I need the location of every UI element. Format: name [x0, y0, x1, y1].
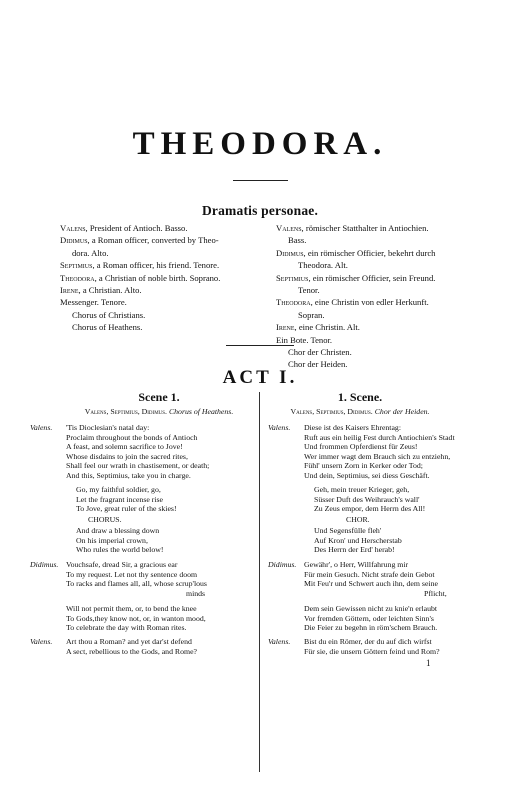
verse-line: Vouchsafe, dread Sir, a gracious ear	[66, 560, 178, 569]
verse-line: A sect, rebellious to the Gods, and Rome?	[66, 646, 198, 656]
verse-line: Art thou a Roman? and yet dar'st defend	[66, 637, 192, 646]
act-heading: ACT I.	[222, 367, 298, 388]
verse-line: To my request. Let not thy sentence doom	[66, 569, 198, 579]
scene-title-german: 1. Scene.	[337, 390, 383, 404]
cast-description: Chor der Christen.	[288, 347, 352, 358]
verse-line: To Jove, great ruler of the skies!	[76, 504, 177, 514]
cast-description: Sopran.	[298, 309, 325, 320]
cast-entry	[60, 247, 220, 259]
cast-description: Chorus of Heathens.	[72, 322, 143, 333]
cast-entry	[60, 309, 220, 321]
title-rule	[233, 180, 288, 181]
cast-description: , a Roman officer, his friend. Tenore.	[92, 260, 220, 271]
cast-name: Valens	[60, 223, 86, 233]
cast-description: Chorus of Christians.	[72, 309, 146, 320]
cast-name: Septimius	[276, 272, 309, 283]
verse-block	[314, 526, 402, 555]
cast-name: Theodora	[60, 272, 95, 283]
cast-name: Irene	[276, 322, 295, 333]
scene-persons-german	[260, 407, 460, 416]
cast-description: , eine Christin von edler Herkunft.	[310, 297, 429, 308]
verse-line: Geh, mein treuer Krieger, geh,	[314, 485, 410, 494]
cast-description: Bass.	[288, 235, 307, 246]
verse-line: Für mein Gesuch. Nicht strafe dein Gebot	[304, 569, 435, 579]
cast-description: , ein römischer Officier, sein Freund.	[308, 272, 436, 283]
verse-line: Vor fremden Göttern, oder leichten Sinn's	[304, 613, 434, 623]
cast-entry	[276, 222, 435, 234]
cast-name: Valens	[276, 223, 302, 233]
verse-line: Diese ist des Kaisers Ehrentag:	[304, 423, 402, 432]
cast-entry	[276, 234, 435, 246]
verse-line: Süsser Duft des Weihrauch's wall'	[314, 494, 420, 504]
verse-block	[304, 637, 440, 656]
cast-name: Septimius	[60, 260, 93, 271]
cast-entry	[60, 234, 220, 246]
column-divider	[259, 392, 260, 772]
verse-line: minds	[186, 588, 206, 598]
cast-description: Ein Bote. Tenor.	[276, 334, 333, 345]
cast-description: Chor der Heiden.	[288, 359, 348, 370]
verse-line: Who rules the world below!	[76, 545, 164, 555]
verse-line: And draw a blessing down	[76, 526, 160, 535]
cast-entry	[60, 296, 220, 308]
speaker-label: Valens.	[30, 423, 53, 432]
verse-line: Whose disdains to join the sacred rites,	[66, 451, 188, 461]
verse-line: To Gods,they know not, or, in wanton mood,	[66, 613, 206, 623]
cast-name: Theodora	[276, 297, 311, 308]
verse-line: Bist du ein Römer, der du auf dich wirfst	[304, 637, 432, 646]
cast-description: dora. Alto.	[72, 247, 109, 258]
cast-entry	[60, 284, 220, 296]
cast-description: , a Christian. Alto.	[78, 285, 142, 296]
scene-persons: Valens, Septimius, Didimus.	[290, 407, 373, 416]
verse-line: 'Tis Dioclesian's natal day:	[66, 423, 150, 432]
speaker-label: Didimus.	[268, 560, 297, 569]
speaker-label: Valens.	[268, 423, 291, 432]
cast-entry	[276, 334, 435, 346]
cast-description: , a Christian of noble birth. Soprano.	[94, 272, 221, 283]
verse-block	[66, 637, 197, 656]
cast-list-german	[276, 222, 435, 371]
cast-description: Messenger. Tenore.	[60, 297, 127, 308]
scene-chorus: Chor der Heiden.	[374, 407, 430, 416]
cast-entry	[60, 272, 220, 284]
verse-line: A feast, and solemn sacrifice to Jove!	[66, 442, 183, 452]
speaker-label: Valens.	[268, 637, 291, 646]
verse-block	[304, 604, 437, 633]
cast-entry	[276, 272, 435, 284]
verse-line: Für sie, die unsern Göttern feind und Rom?	[304, 646, 440, 656]
cast-entry	[60, 259, 220, 271]
verse-line: To racks and flames all, all, whose scrup'lous	[66, 579, 207, 589]
section-rule	[226, 345, 294, 346]
verse-line: Shall feel our wrath in chastisement, or death;	[66, 461, 210, 471]
verse-line: Und dein, Septimius, sei diess Geschäft.	[304, 470, 430, 480]
cast-description: , President of Antioch. Basso.	[85, 223, 188, 233]
cast-entry	[60, 321, 220, 333]
verse-line: Go, my faithful soldier, go,	[76, 485, 161, 494]
verse-line: Mit Feu'r und Schwert auch ihn, dem seine	[304, 579, 438, 589]
verse-line: Will not permit them, or, to bend the knee	[66, 604, 197, 613]
scene-persons-english	[60, 407, 258, 416]
verse-block	[66, 560, 207, 598]
verse-block	[66, 604, 206, 633]
speaker-label: Valens.	[30, 637, 53, 646]
verse-block	[304, 423, 455, 481]
cast-entry	[276, 346, 435, 358]
cast-entry	[276, 296, 435, 308]
verse-line: Let the fragrant incense rise	[76, 494, 164, 504]
page-number: 1	[426, 658, 431, 668]
verse-line: Wer immer wagt dem Brauch sich zu entziehn,	[304, 451, 451, 461]
verse-line: And this, Septimius, take you in charge.	[66, 470, 191, 480]
cast-entry	[276, 321, 435, 333]
scene-title-english: Scene 1.	[138, 390, 180, 404]
speaker-label: Didimus.	[30, 560, 59, 569]
scene-persons: Valens, Septimius, Didimus.	[84, 407, 167, 416]
verse-line: Gewähr', o Herr, Willfahrung mir	[304, 560, 409, 569]
cast-entry	[276, 247, 435, 259]
cast-entry	[276, 259, 435, 271]
verse-line: Und Segensfülle fleh'	[314, 526, 382, 535]
cast-entry	[276, 309, 435, 321]
verse-line: Auf Kron' und Herscherstab	[314, 535, 402, 545]
chorus-label: CHOR.	[346, 515, 370, 524]
verse-line: On his imperial crown,	[76, 535, 148, 545]
verse-line: Dem sein Gewissen nicht zu knie'n erlaubt	[304, 604, 438, 613]
verse-line: Des Herrn der Erd' herab!	[314, 545, 395, 555]
verse-block	[66, 423, 209, 481]
cast-list-english	[60, 222, 220, 334]
dramatis-personae-heading: Dramatis personae.	[201, 203, 319, 218]
cast-name: Irene	[60, 285, 79, 296]
cast-entry	[60, 222, 220, 234]
verse-block	[76, 526, 163, 555]
verse-block	[314, 485, 425, 514]
verse-line: Ruft aus ein heilig Fest durch Antiochien's Stadt	[304, 432, 455, 442]
verse-line: To celebrate the day with Roman rites.	[66, 623, 187, 633]
cast-description: Theodora. Alt.	[298, 260, 348, 271]
chorus-label: CHORUS.	[88, 515, 122, 524]
cast-entry	[276, 284, 435, 296]
cast-description: , ein römischer Officier, bekehrt durch	[303, 247, 436, 258]
cast-name: Didimus	[276, 247, 304, 258]
cast-description: , a Roman officer, converted by Theo-	[87, 235, 219, 246]
verse-line: Fühl' unsern Zorn in Kerker oder Tod;	[304, 461, 423, 471]
cast-description: , römischer Statthalter in Antiochien.	[301, 223, 429, 233]
cast-description: , eine Christin. Alt.	[294, 322, 360, 333]
verse-block	[76, 485, 177, 514]
page-title: THEODORA.	[132, 126, 388, 162]
verse-line: Zu Zeus empor, dem Herrn des All!	[314, 504, 426, 514]
cast-name: Didimus	[60, 235, 88, 246]
verse-block	[304, 560, 447, 598]
verse-line: Pflicht,	[424, 588, 447, 598]
verse-line: Und frommen Opferdienst für Zeus!	[304, 442, 418, 452]
verse-line: Die Feier zu begehn in röm'schem Brauch.	[304, 623, 438, 633]
scene-chorus: Chorus of Heathens.	[168, 407, 234, 416]
verse-line: Proclaim throughout the bonds of Antioch	[66, 432, 198, 442]
cast-description: Tenor.	[298, 285, 320, 296]
